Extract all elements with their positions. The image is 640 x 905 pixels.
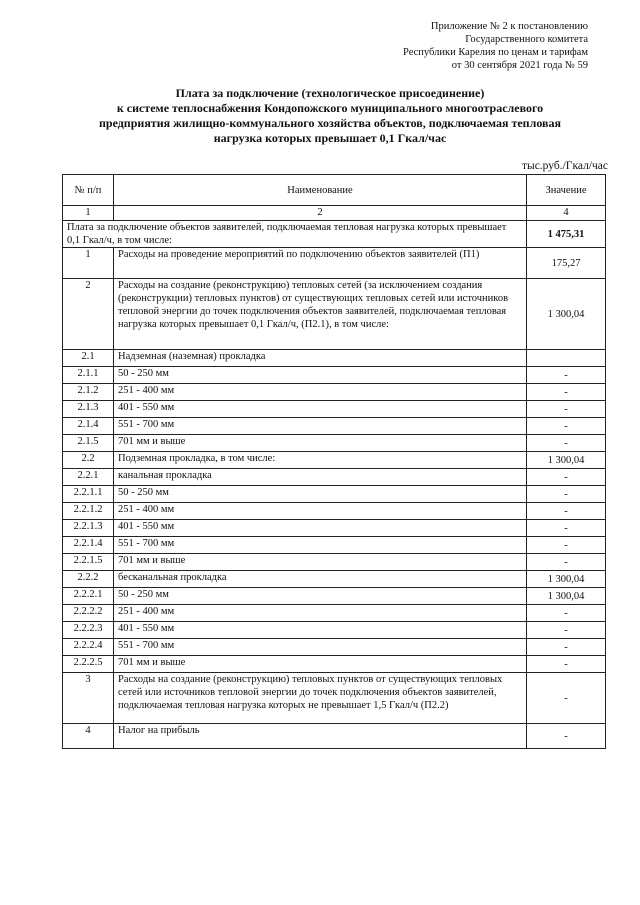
row-value: - (527, 656, 606, 673)
row-value: 1 300,04 (527, 452, 606, 469)
row-name: 551 - 700 мм (114, 418, 527, 435)
row-name: бесканальная прокладка (114, 571, 527, 588)
row-name: 701 мм и выше (114, 554, 527, 571)
row-value: - (527, 486, 606, 503)
row-number: 2.1.1 (63, 367, 114, 384)
table-row (63, 367, 606, 384)
row-number: 2.1.3 (63, 401, 114, 418)
row-value: 1 300,04 (527, 279, 606, 350)
annex-line: Государственного комитета (465, 34, 588, 45)
row-value: - (527, 367, 606, 384)
row-value: 175,27 (527, 248, 606, 279)
total-name: Плата за подключение объектов заявителей, подключаемая тепловая нагрузка которых превышает 0,1 Гкал/ч, в том числе: (63, 221, 527, 248)
row-number: 2.1.4 (63, 418, 114, 435)
annex-line: Приложение № 2 к постановлению (430, 21, 588, 32)
row-value: - (527, 418, 606, 435)
table-row (63, 469, 606, 486)
row-number: 2 (63, 279, 114, 350)
row-name: 50 - 250 мм (114, 486, 527, 503)
row-name: 50 - 250 мм (114, 367, 527, 384)
annex-line: от 30 сентября 2021 года № 59 (451, 60, 588, 71)
tariff-table (62, 174, 606, 749)
column-number-row (63, 206, 606, 221)
row-name: 251 - 400 мм (114, 384, 527, 401)
row-name: 50 - 250 мм (114, 588, 527, 605)
table-row (63, 350, 606, 367)
row-value (527, 350, 606, 367)
table-row (63, 435, 606, 452)
row-value: - (527, 469, 606, 486)
table-row (63, 418, 606, 435)
title-line: нагрузка которых превышает 0,1 Гкал/час (213, 131, 447, 145)
row-number: 2.2.1.5 (63, 554, 114, 571)
row-value: 1 300,04 (527, 588, 606, 605)
row-number: 4 (63, 724, 114, 749)
table-row (63, 588, 606, 605)
row-name: 251 - 400 мм (114, 605, 527, 622)
row-name: Подземная прокладка, в том числе: (114, 452, 527, 469)
header-num: № п/п (63, 175, 114, 206)
title-line: к системе теплоснабжения Кондопожского муниципального многоотраслевого (116, 101, 544, 115)
row-number: 2.2.1.3 (63, 520, 114, 537)
row-value: 1 300,04 (527, 571, 606, 588)
row-name: 401 - 550 мм (114, 401, 527, 418)
table-row (63, 571, 606, 588)
row-number: 2.1.2 (63, 384, 114, 401)
annex-line: Республики Карелия по ценам и тарифам (403, 47, 588, 58)
row-value: - (527, 554, 606, 571)
table-row (63, 384, 606, 401)
row-value: - (527, 435, 606, 452)
row-number: 2.2.2.5 (63, 656, 114, 673)
table-row (63, 279, 606, 350)
units-label: тыс.руб./Гкал/час (521, 160, 608, 172)
colnum-value: 4 (527, 206, 606, 221)
row-number: 2.2.2.3 (63, 622, 114, 639)
title-line: предприятия жилищно-коммунального хозяйства объектов, подключаемая тепловая (98, 116, 561, 130)
title-line: Плата за подключение (технологическое присоединение) (175, 86, 485, 100)
table-row (63, 673, 606, 724)
header-value: Значение (527, 175, 606, 206)
table-row (63, 622, 606, 639)
table-row (63, 452, 606, 469)
table-row (63, 554, 606, 571)
row-number: 2.1.5 (63, 435, 114, 452)
row-name: 401 - 550 мм (114, 622, 527, 639)
header-name: Наименование (114, 175, 527, 206)
row-name: Расходы на проведение мероприятий по подключению объектов заявителей (П1) (114, 248, 527, 279)
table-row (63, 401, 606, 418)
row-value: - (527, 537, 606, 554)
row-number: 2.2.2 (63, 571, 114, 588)
table-row (63, 639, 606, 656)
row-number: 2.2.2.1 (63, 588, 114, 605)
row-number: 2.2.2.2 (63, 605, 114, 622)
table-body (63, 221, 606, 749)
row-name: Налог на прибыль (114, 724, 527, 749)
row-value: - (527, 673, 606, 724)
row-name: 551 - 700 мм (114, 639, 527, 656)
document-title (40, 86, 620, 146)
row-name: 701 мм и выше (114, 656, 527, 673)
row-name: канальная прокладка (114, 469, 527, 486)
table-row (63, 656, 606, 673)
row-value: - (527, 605, 606, 622)
row-number: 2.2.1.2 (63, 503, 114, 520)
row-value: - (527, 503, 606, 520)
colnum-name: 2 (114, 206, 527, 221)
row-number: 3 (63, 673, 114, 724)
row-number: 2.2.2.4 (63, 639, 114, 656)
table-row (63, 486, 606, 503)
table-row (63, 248, 606, 279)
table-row (63, 605, 606, 622)
row-number: 2.2 (63, 452, 114, 469)
row-number: 2.1 (63, 350, 114, 367)
annex-header (403, 20, 588, 72)
row-number: 1 (63, 248, 114, 279)
row-number: 2.2.1.1 (63, 486, 114, 503)
row-name: 551 - 700 мм (114, 537, 527, 554)
row-value: - (527, 401, 606, 418)
colnum-num: 1 (63, 206, 114, 221)
row-number: 2.2.1.4 (63, 537, 114, 554)
row-value: - (527, 520, 606, 537)
row-value: - (527, 622, 606, 639)
row-number: 2.2.1 (63, 469, 114, 486)
row-value: - (527, 724, 606, 749)
total-value: 1 475,31 (527, 221, 606, 248)
table-row (63, 503, 606, 520)
table-header-row (63, 175, 606, 206)
row-name: Надземная (наземная) прокладка (114, 350, 527, 367)
total-row (63, 221, 606, 248)
table-row (63, 520, 606, 537)
row-name: 701 мм и выше (114, 435, 527, 452)
row-name: Расходы на создание (реконструкцию) тепловых сетей (за исключением создания (реконструкции) тепловых пунктов) от существующих тепловых сетей или источников тепловой энергии до точек подключения объектов заявителей, подключаемая тепловая нагрузка которых превышает 0,1 Гкал/ч, (П2.1), в том числе: (114, 279, 527, 350)
row-name: Расходы на создание (реконструкцию) тепловых пунктов от существующих тепловых сетей или источников тепловой энергии до точек подключения объектов заявителей, подключаемая тепловая нагрузка которых не превышает 1,5 Гкал/ч (П2.2) (114, 673, 527, 724)
row-value: - (527, 639, 606, 656)
row-name: 251 - 400 мм (114, 503, 527, 520)
row-name: 401 - 550 мм (114, 520, 527, 537)
row-value: - (527, 384, 606, 401)
table-row (63, 724, 606, 749)
table-row (63, 537, 606, 554)
